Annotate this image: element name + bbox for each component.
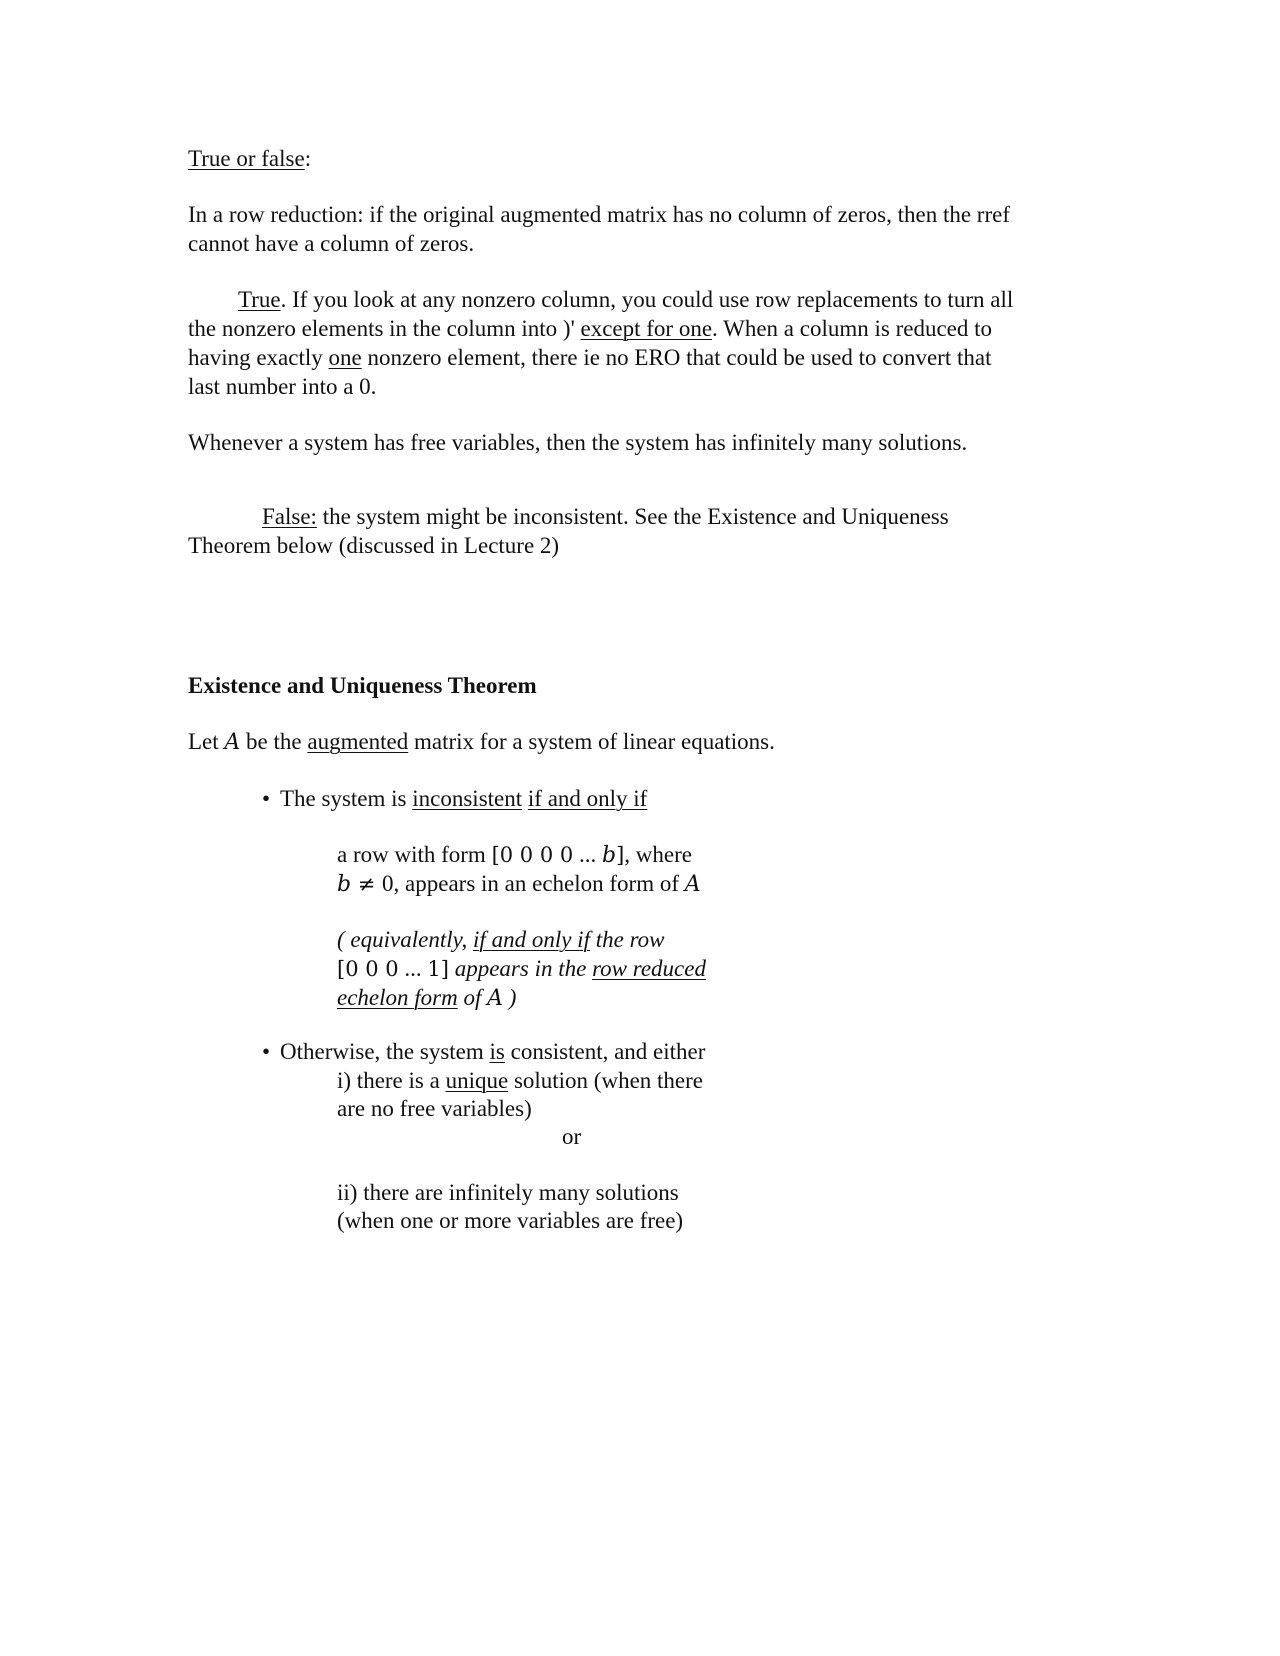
answer-2-line-2: Theorem below (discussed in Lecture 2) (188, 533, 560, 558)
answer-1-line-4: last number into a 0. (188, 374, 377, 399)
question-1-line-2: cannot have a column of zeros. (188, 231, 475, 256)
unique-solution-line-2: are no free variables) (337, 1096, 532, 1121)
equivalently-line-1: ( equivalently, if and only if the row (337, 927, 665, 952)
answer-1-line-1: True. If you look at any nonzero column, you could use row replacements to turn all (238, 287, 1014, 312)
answer-2-label: False: (262, 504, 317, 529)
answer-2-line-1: False: the system might be inconsistent. See the Existence and Uniqueness (262, 504, 949, 529)
theorem-intro: Let A be the augmented matrix for a system of linear equations. (188, 729, 775, 755)
answer-1-line-3: having exactly one nonzero element, there ie no ERO that could be used to convert that (188, 345, 992, 370)
answer-1-label: True (238, 287, 281, 312)
answer-1-line-2: the nonzero elements in the column into )' except for one. When a column is reduced to (188, 316, 992, 341)
equivalently-line-2: [0 0 0 ... 1] appears in the row reduced (337, 956, 706, 981)
infinite-solutions-line-2: (when one or more variables are free) (337, 1208, 684, 1233)
bullet-dot-icon: • (262, 1039, 271, 1064)
or-label: or (562, 1124, 582, 1149)
unique-solution-line-1: i) there is a unique solution (when there (337, 1068, 704, 1093)
inconsistent-row-form-line-2: b ≠ 0, appears in an echelon form of A (337, 871, 701, 897)
true-or-false-heading: True or false: (188, 146, 312, 171)
bullet-dot-icon: • (262, 786, 271, 811)
bullet-consistent: • Otherwise, the system is consistent, and either (262, 1039, 706, 1064)
infinite-solutions-line-1: ii) there are infinitely many solutions (337, 1180, 679, 1205)
question-1-line-1: In a row reduction: if the original augmented matrix has no column of zeros, then the rref (188, 202, 1010, 227)
inconsistent-row-form-line-1: a row with form [0 0 0 0 ... b], where (337, 842, 692, 868)
bullet-inconsistent: • The system is inconsistent if and only if (262, 786, 648, 811)
question-2-line-1: Whenever a system has free variables, then the system has infinitely many solutions. (188, 430, 968, 455)
theorem-title: Existence and Uniqueness Theorem (188, 673, 537, 698)
equivalently-line-3: echelon form of A ) (337, 985, 517, 1011)
